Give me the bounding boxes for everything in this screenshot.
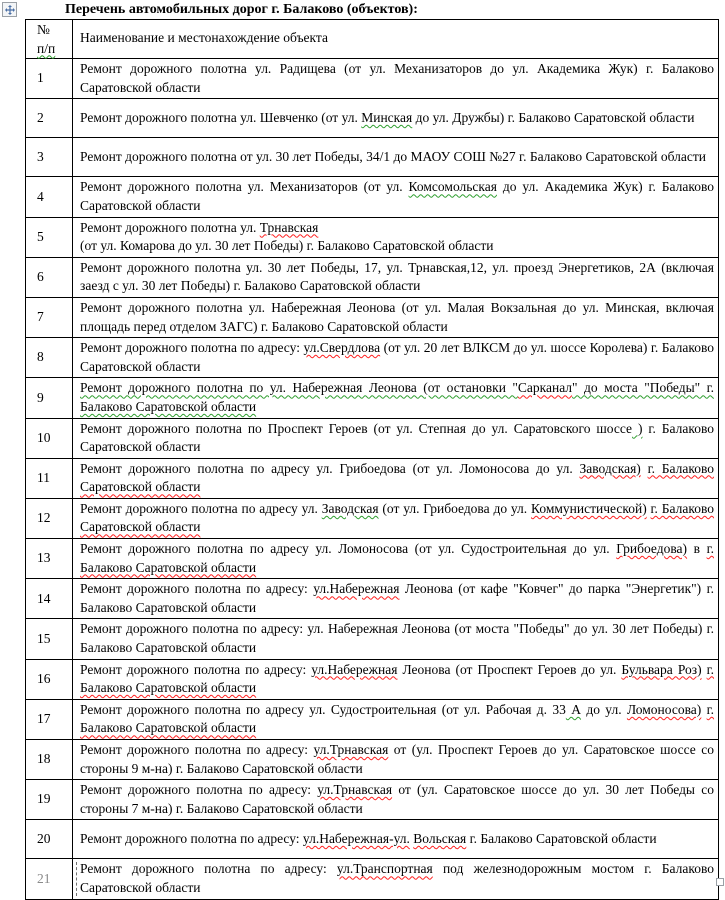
table-row (26, 699, 719, 739)
plain-text: Ремонт дорожного полотна по адресу: (80, 661, 312, 677)
header-row (26, 20, 719, 59)
table-row (26, 539, 719, 579)
plain-text: (от ул. 20 лет ВЛКСМ до ул. шоссе Королева) г. Балаково Саратовской области (80, 340, 715, 374)
spelling-error-text: Заводская) (579, 460, 641, 476)
plain-text: Ремонт дорожного полотна от ул. 30 лет Победы, 34/1 до МАОУ СОШ №27 г. Балаково Саратовской области (80, 149, 706, 165)
row-number: 17 (26, 699, 73, 739)
header-number-cell (26, 20, 73, 59)
table-row (26, 659, 719, 699)
row-number: 2 (26, 99, 73, 138)
row-description (73, 59, 719, 99)
plain-text: Ремонт дорожного полотна по адресу: ул. Набережная Леонова (от моста "Победы" до ул. 30 лет Победы) г. Балаково Саратовской области (80, 621, 714, 656)
row-description (73, 338, 719, 378)
roads-table (25, 19, 719, 900)
spelling-error-text: Трнавская (259, 219, 319, 235)
spelling-error-text: Грибоедова) (616, 541, 688, 557)
row-number: 3 (26, 138, 73, 177)
plain-text: Ремонт дорожного полотна ул. 30 лет Победы, 17, ул. Трнавская,12, ул. проезд Энергетиков, 2А (включая заезд с ул. 30 лет Победы) г. Балаково Саратовской области (80, 259, 714, 294)
plain-text: Ремонт дорожного полотна по Проспект Героев (от ул. Степная до ул. Саратовского шоссе (80, 420, 633, 436)
table-row (26, 579, 719, 619)
row-number: 18 (26, 740, 73, 780)
row-number: 16 (26, 659, 73, 699)
table-row (26, 740, 719, 780)
header-name-label: Наименование и местонахождение объекта (80, 30, 328, 46)
spelling-error-text: Бульвара Роз) (621, 661, 702, 677)
row-description (73, 780, 719, 820)
spelling-error-text: Ломоносова) (626, 701, 702, 717)
plain-text: Ремонт дорожного полотна по адресу ул. Ломоносова (от ул. Судостроительная до ул. (80, 541, 617, 557)
grammar-error-text: Комсомольская (408, 179, 497, 195)
plain-text: Ремонт дорожного полотна по адресу: (80, 831, 303, 847)
plain-text: до ул. Дружбы) г. Балаково Саратовской области (412, 110, 695, 126)
spelling-error-text: ул.Набережная (313, 581, 400, 597)
row-number: 14 (26, 579, 73, 619)
row-description (73, 859, 719, 899)
table-row (26, 338, 719, 378)
table-row (26, 297, 719, 337)
plain-text: Ремонт дорожного полотна ул. Радищева (от ул. Механизаторов до ул. Академика Жук) г. Балаково Саратовской области (80, 61, 714, 95)
spelling-error-text: Сарканал (517, 380, 573, 396)
plain-text: от (ул. Проспект Героев до ул. Саратовское шоссе со стороны 9 м-на) г. Балаково Саратовской области (80, 742, 715, 776)
row-description (73, 579, 719, 619)
row-description (73, 699, 719, 739)
plain-text: Ремонт дорожного полотна по адресу ул. Грибоедова (от ул. Ломоносова до ул. (80, 460, 580, 476)
spelling-error-text: Коммунистической) (531, 500, 647, 516)
spelling-error-text: ул.Набережная-ул. (302, 831, 410, 847)
row-number: 13 (26, 539, 73, 579)
row-description (73, 740, 719, 780)
plain-text: Леонова (от Проспект Героев до ул. (397, 661, 622, 677)
row-number: 5 (26, 217, 73, 257)
row-description (73, 619, 719, 659)
row-number: 10 (26, 418, 73, 458)
table-move-handle[interactable] (2, 2, 17, 17)
row-number: 1 (26, 59, 73, 99)
plain-text: (от ул. Комарова до ул. 30 лет Победы) г. Балаково Саратовской области (80, 238, 494, 254)
plain-text: г. Балаково Саратовской области (466, 831, 657, 847)
spelling-error-text: г. Балаково Саратовской области (80, 661, 715, 696)
row-number: 12 (26, 498, 73, 538)
plain-text (641, 461, 648, 476)
header-number-line1: № (37, 22, 50, 37)
grammar-error-text: Ремонт дорожного полотна по ул. Набережная Леонова (от остановки " (80, 380, 518, 396)
table-row (26, 859, 719, 899)
spelling-error-text: ул.Трнавская (313, 742, 389, 757)
plain-text: Ремонт дорожного полотна по адресу ул. (80, 500, 322, 516)
row-number: 20 (26, 820, 73, 859)
row-description (73, 99, 719, 138)
row-number: 8 (26, 338, 73, 378)
table-row (26, 138, 719, 177)
four-way-arrow-icon (5, 5, 15, 15)
plain-text: Ремонт дорожного полотна ул. Механизаторов (от ул. (80, 179, 409, 195)
grammar-error-text: " до моста "Победы" г. Балаково Саратовской области (80, 380, 714, 414)
row-description (73, 257, 719, 297)
spelling-error-text: ул.Свердлова (303, 340, 381, 356)
table-row (26, 217, 719, 257)
table-row (26, 257, 719, 297)
table-resize-handle[interactable] (716, 878, 724, 886)
table-row (26, 780, 719, 820)
table-row (26, 498, 719, 538)
row-number: 7 (26, 297, 73, 337)
grammar-error-text: ) (632, 420, 643, 436)
row-number: 4 (26, 177, 73, 217)
spelling-error-text: г. Балаково Саратовской области (80, 701, 715, 736)
document-title: Перечень автомобильных дорог г. Балаково (объектов): (65, 2, 418, 17)
plain-text: Леонова (от кафе "Ковчег" до парка "Энергетик") г. Балаково Саратовской области (80, 581, 714, 615)
plain-text: под железнодорожным мостом г. Балаково Саратовской области (80, 861, 715, 895)
plain-text: Ремонт дорожного полотна по адресу: (80, 742, 314, 757)
header-name-cell (73, 20, 719, 59)
row-description (73, 138, 719, 177)
row-number: 11 (26, 458, 73, 498)
plain-text: Ремонт дорожного полотна по адресу: (80, 340, 304, 356)
spelling-error-text: ул.Транспортная (336, 861, 433, 877)
header-number-line2: п/п (37, 40, 56, 56)
row-number: 19 (26, 780, 73, 820)
table-row (26, 458, 719, 498)
plain-text: до ул. Академика Жук) г. Балаково Саратовской области (80, 179, 714, 213)
roads-table-body (26, 59, 719, 899)
row-description (73, 418, 719, 458)
row-description (73, 297, 719, 337)
grammar-error-text: Заводская (321, 500, 379, 516)
plain-text: Ремонт дорожного полотна по адресу: (80, 782, 318, 798)
spelling-error-text: ул.Трнавская (317, 782, 393, 798)
plain-text: Ремонт дорожного полотна по адресу: (80, 861, 337, 877)
plain-text: (от ул. Грибоедова до ул. (378, 500, 532, 516)
plain-text: Ремонт дорожного полотна ул. Набережная Леонова (от ул. Малая Вокзальная до ул. Минская, включая площадь перед отделом ЗАГС) г. Балаково Саратовской области (80, 299, 714, 334)
row-number: 15 (26, 619, 73, 659)
grammar-error-text: Минская (361, 110, 413, 126)
plain-text: от (ул. Саратовское шоссе до ул. 30 лет Победы со стороны 7 м-на) г. Балаково Саратовской области (80, 782, 714, 816)
table-row (26, 820, 719, 859)
row-number: 9 (26, 378, 73, 418)
plain-text: Ремонт дорожного полотна ул. Шевченко (от ул. (80, 110, 362, 126)
grammar-error-text: А (565, 701, 581, 717)
row-description (73, 498, 719, 538)
row-description (73, 458, 719, 498)
plain-text: Ремонт дорожного полотна ул. (80, 219, 260, 235)
row-description (73, 820, 719, 859)
plain-text: Ремонт дорожного полотна по адресу ул. Судостроительная (от ул. Рабочая д. 33 (80, 701, 566, 717)
table-row (26, 378, 719, 418)
table-row (26, 59, 719, 99)
table-row (26, 418, 719, 458)
row-description (73, 539, 719, 579)
table-row (26, 619, 719, 659)
row-number: 21 (26, 859, 73, 899)
table-row (26, 177, 719, 217)
spelling-error-text: г. Балаково Саратовской области (80, 460, 715, 495)
row-description (73, 659, 719, 699)
row-description (73, 177, 719, 217)
plain-text: в (687, 541, 707, 557)
plain-text: Ремонт дорожного полотна по адресу: (80, 581, 314, 597)
plain-text: до ул. (580, 701, 627, 717)
spelling-error-text: г. Балаково Саратовской области (80, 500, 715, 535)
row-description (73, 378, 719, 418)
row-description (73, 217, 719, 257)
plain-text: г. Балаково Саратовской области (80, 420, 715, 455)
spelling-error-text: Вольская (413, 831, 467, 847)
spelling-error-text: ул.Набережная (311, 661, 398, 677)
row-number: 6 (26, 257, 73, 297)
spelling-error-text: г. Балаково Саратовской области (80, 541, 714, 575)
table-row (26, 99, 719, 138)
